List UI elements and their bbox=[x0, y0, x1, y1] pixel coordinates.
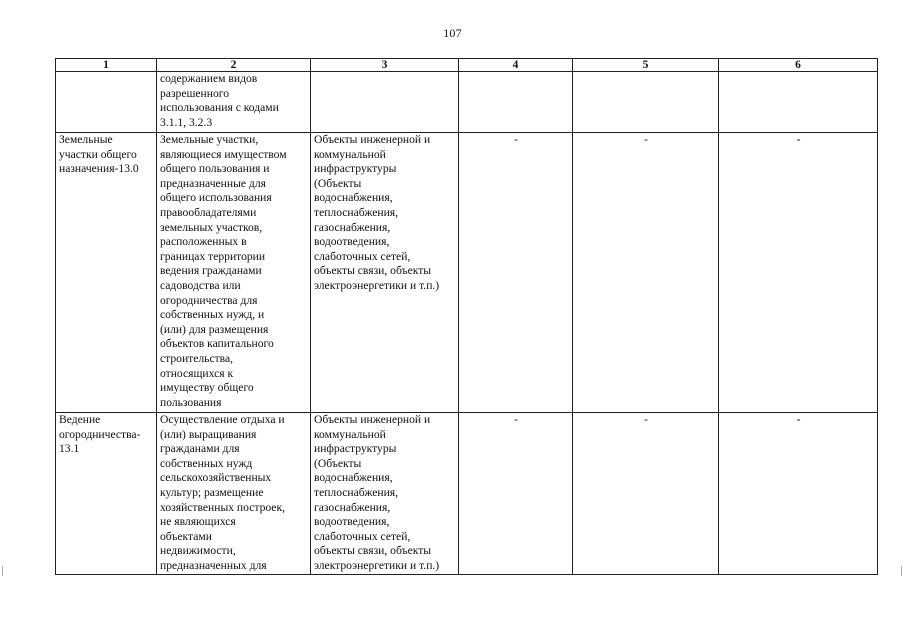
table-cell bbox=[56, 413, 157, 575]
scan-edge-mark bbox=[901, 566, 902, 576]
cell-text: Ведение огородничества- 13.1 bbox=[59, 413, 141, 456]
header-cell: 2 bbox=[157, 59, 311, 72]
header-cell: 1 bbox=[56, 59, 157, 72]
table-header-row bbox=[56, 59, 878, 72]
table-row bbox=[56, 72, 878, 133]
table-cell bbox=[56, 133, 157, 413]
table-cell bbox=[459, 413, 573, 575]
table-cell bbox=[573, 72, 719, 133]
table-cell bbox=[311, 72, 459, 133]
land-use-table bbox=[55, 58, 878, 575]
table-cell bbox=[157, 72, 311, 133]
table-cell bbox=[459, 133, 573, 413]
table-cell bbox=[719, 72, 878, 133]
table-row bbox=[56, 133, 878, 413]
table-cell bbox=[157, 413, 311, 575]
table-cell bbox=[573, 413, 719, 575]
cell-text: Земельные участки, являющиеся имуществом общего пользования и предназначенные для общего использования правообладателями земельных участков, расположенных в границах территории ведения гражданами садоводства или огородничества для собственных нужд, и (или) для размещения объектов капитального строительства, относящихся к имуществу общего пользования bbox=[160, 133, 287, 409]
header-cell: 5 bbox=[573, 59, 719, 72]
page-number: 107 bbox=[443, 26, 462, 40]
cell-text: Объекты инженерной и коммунальной инфраструктуры (Объекты водоснабжения, теплоснабжения, газоснабжения, водоотведения, слаботочных сетей, объекты связи, объекты электроэнергетики и т.п.) bbox=[314, 133, 440, 292]
header-cell: 6 bbox=[719, 59, 878, 72]
table-cell bbox=[719, 413, 878, 575]
table-cell bbox=[719, 133, 878, 413]
table-cell bbox=[459, 72, 573, 133]
table-cell bbox=[311, 133, 459, 413]
cell-text: содержанием видов разрешенного использования с кодами 3.1.1, 3.2.3 bbox=[160, 72, 279, 129]
cell-text: Осуществление отдыха и (или) выращивания гражданами для собственных нужд сельскохозяйственных культур; размещение хозяйственных построек, не являющихся объектами недвижимости, предназначенных для bbox=[160, 413, 285, 572]
cell-text: - bbox=[514, 133, 518, 146]
table-cell bbox=[157, 133, 311, 413]
cell-text: - bbox=[644, 413, 648, 426]
header-cell: 3 bbox=[311, 59, 459, 72]
cell-text: - bbox=[644, 133, 648, 146]
table-cell bbox=[311, 413, 459, 575]
scan-edge-mark bbox=[2, 566, 3, 576]
table-cell bbox=[56, 72, 157, 133]
table-cell bbox=[573, 133, 719, 413]
cell-text: Объекты инженерной и коммунальной инфраструктуры (Объекты водоснабжения, теплоснабжения, газоснабжения, водоотведения, слаботочных сетей, объекты связи, объекты электроэнергетики и т.п.) bbox=[314, 413, 440, 572]
header-cell: 4 bbox=[459, 59, 573, 72]
cell-text: - bbox=[796, 413, 801, 426]
cell-text: - bbox=[796, 133, 801, 146]
table-row bbox=[56, 413, 878, 575]
cell-text: - bbox=[514, 413, 518, 426]
cell-text: Земельные участки общего назначения-13.0 bbox=[59, 133, 139, 176]
